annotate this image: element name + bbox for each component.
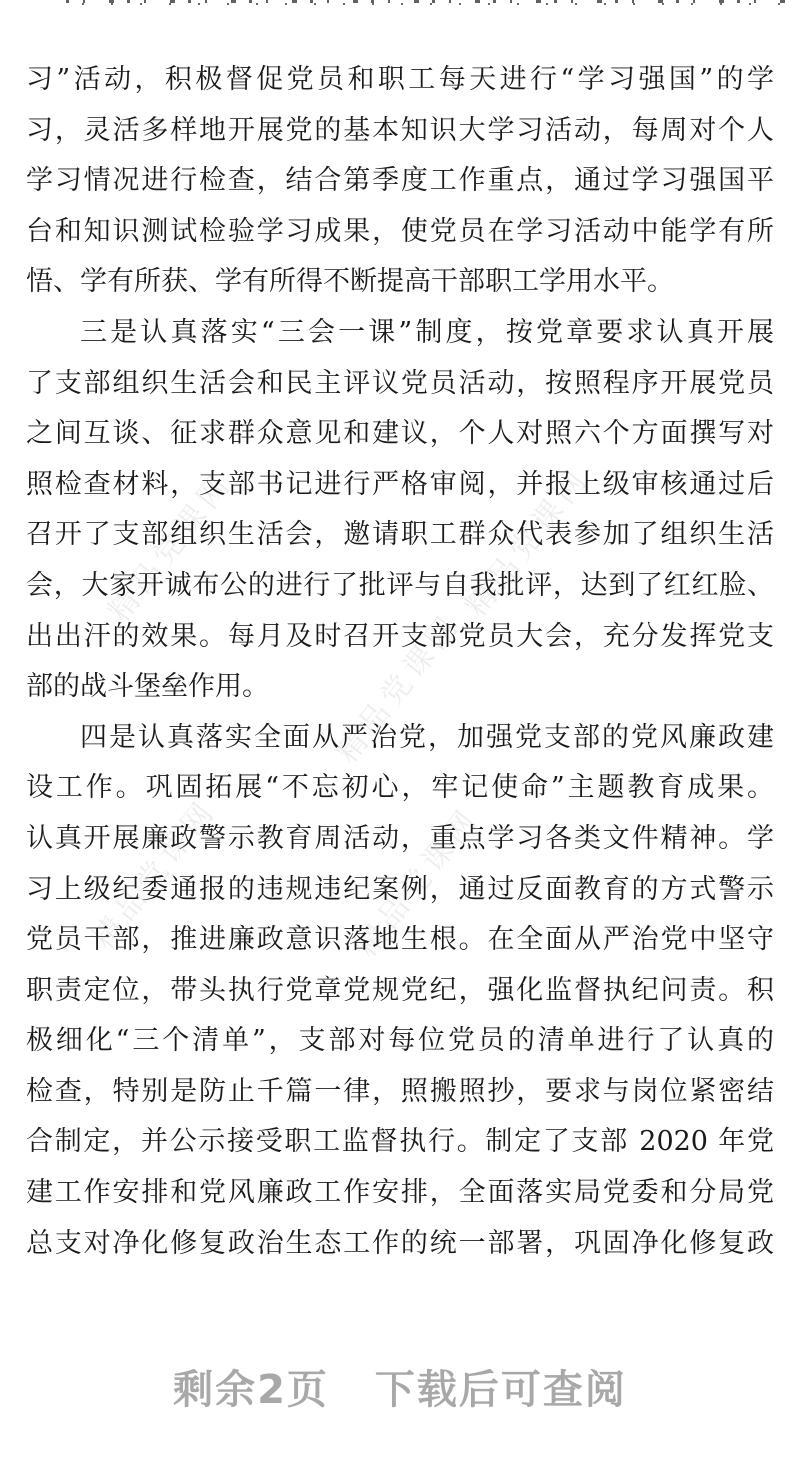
download-hint-label: 下载后可查阅 — [374, 1367, 627, 1413]
text-line: 召开了支部组织生活会，邀请职工群众代表参加了组织生活 — [26, 519, 774, 551]
text-line: 习”活动，积极督促党员和职工每天进行“学习强国”的学 — [26, 64, 774, 95]
watermark-text: 精品党课网 — [85, 792, 224, 956]
text-line: 认真开展廉政警示教育周活动，重点学习各类文件精神。学 — [26, 822, 774, 854]
watermark-text: 精品党课网 — [458, 460, 597, 624]
watermark-text: 精品党课网 — [101, 465, 240, 629]
text-line: 出出汗的效果。每月及时召开支部党员大会，充分发挥党支 — [26, 620, 774, 652]
pages-remaining-label: 剩余2页 — [173, 1367, 329, 1413]
text-line: 照检查材料，支部书记进行严格审阅，并报上级审核通过后 — [26, 468, 774, 500]
text-line: 极细化“三个清单”，支部对每位党员的清单进行了认真的 — [26, 1025, 774, 1057]
text-line: 习，灵活多样地开展党的基本知识大学习活动，每周对个人 — [26, 114, 774, 146]
text-line: 总支对净化修复政治生态工作的统一部署，巩固净化修复政 — [26, 1227, 774, 1259]
text-line: 之间互谈、征求群众意见和建议，个人对照六个方面撰写对 — [26, 418, 774, 450]
download-banner — [0, 1358, 800, 1415]
text-line: 学习情况进行检查，结合第季度工作重点，通过学习强国平 — [26, 165, 774, 197]
text-line: 检查，特别是防止千篇一律，照搬照抄，要求与岗位紧密结 — [26, 1075, 774, 1107]
text-line: 悟、学有所获、学有所得不断提高干部职工学用水平。 — [26, 266, 674, 298]
text-line: 合制定，并公示接受职工监督执行。制定了支部 2020 年党 — [26, 1126, 774, 1158]
text-line: 建工作安排和党风廉政工作安排，全面落实局党委和分局党 — [26, 1177, 774, 1209]
text-line: 习上级纪委通报的违规违纪案例，通过反面教育的方式警示 — [26, 873, 774, 905]
text-line: 了支部组织生活会和民主评议党员活动，按照程序开展党员 — [26, 367, 774, 399]
watermark-text: 精品党课网 — [329, 606, 468, 770]
document-body — [26, 55, 774, 1269]
text-line: 党员干部，推进廉政意识落地生根。在全面从严治党中坚守 — [26, 924, 774, 956]
text-line: 设工作。巩固拓展“不忘初心，牢记使命”主题教育成果。 — [26, 772, 774, 804]
text-line: 会，大家开诚布公的进行了批评与自我批评，达到了红红脸、 — [26, 569, 774, 601]
text-line: 台和知识测试检验学习成果，使党员在学习活动中能学有所 — [26, 215, 774, 247]
text-line: 部的战斗堡垒作用。 — [26, 671, 269, 703]
text-line: 职责定位，带头执行党章党规党纪，强化监督执纪问责。积 — [26, 974, 774, 1006]
watermark-text: 精品党课网 — [348, 800, 487, 964]
text-line: 四是认真落实全面从严治党，加强党支部的党风廉政建 — [80, 721, 774, 753]
text-line: 三是认真落实“三会一课”制度，按党章要求认真开展 — [80, 316, 774, 348]
clipped-text-line-top — [66, 0, 795, 5]
